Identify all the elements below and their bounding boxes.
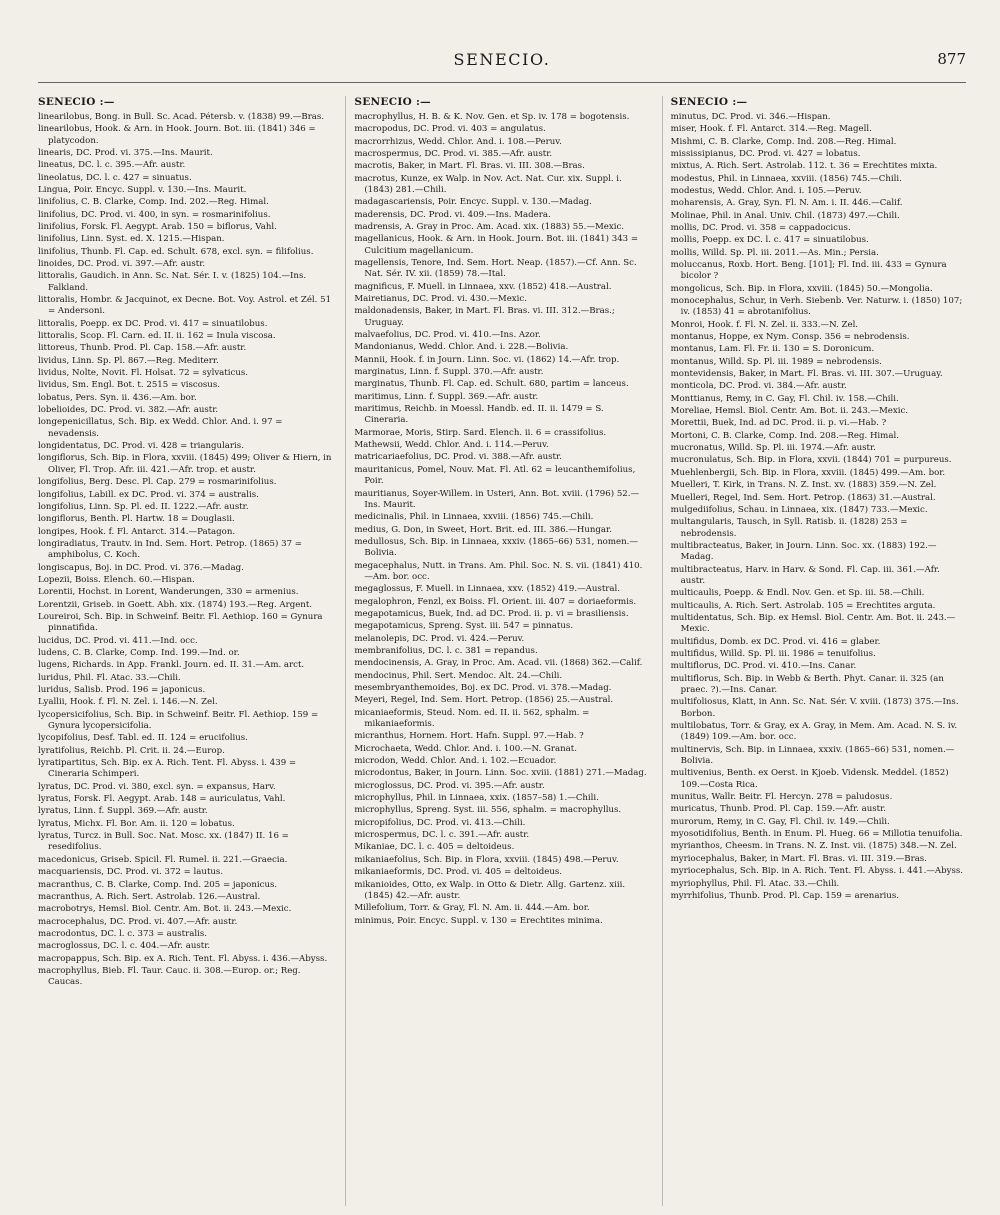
index-entry: lyratus, Turcz. in Bull. Soc. Nat. Mosc. xx. (1847) II. 16 = resedifolius. [38, 831, 289, 853]
index-entry: myosotidifolius, Benth. in Enum. Pl. Hueg. 66 = Millotia tenuifolia. [670, 829, 963, 840]
page-number: 877 [937, 50, 966, 68]
index-entry: linifolius, DC. Prod. vi. 400, in syn. = rosmarinifolius. [38, 209, 271, 220]
index-entry: marginatus, Linn. f. Suppl. 370.—Afr. austr. [354, 367, 544, 378]
index-entry: lyratus, Forsk. Fl. Aegypt. Arab. 148 = auriculatus, Vahl. [38, 794, 286, 805]
index-entry: lividus, Sm. Engl. Bot. t. 2515 = viscosus. [38, 380, 220, 391]
index-entry: lyratipartitus, Sch. Bip. ex A. Rich. Tent. Fl. Abyss. i. 439 = Cineraria Schimperi. [38, 758, 297, 780]
index-entry: montanus, Hoppe, ex Nym. Consp. 356 = nebrodensis. [670, 332, 910, 343]
index-entry: membranifolius, DC. l. c. 381 = repandus. [354, 645, 538, 656]
index-entry: lyratifolius, Reichb. Pl. Crit. ii. 24.—Europ. [38, 745, 225, 756]
index-entry: Loureiroi, Sch. Bip. in Schweinf. Beitr. Fl. Aethiop. 160 = Gynura pinnatifida. [38, 611, 323, 634]
index-entry: matricariaefolius, DC. Prod. vi. 388.—Afr. austr. [354, 452, 562, 463]
index-entry: lineolatus, DC. l. c. 427 = sinuatus. [38, 172, 192, 183]
index-entry: longifolius, Labill. ex DC. Prod. vi. 374 = australis. [38, 489, 259, 500]
index-entry: mendocinensis, A. Gray, in Proc. Am. Acad. vii. (1868) 362.—Calif. [354, 658, 643, 669]
index-entry: longifolius, Linn. Sp. Pl. ed. II. 1222.—Afr. austr. [38, 501, 249, 512]
index-entry: littoralis, Scop. Fl. Carn. ed. II. ii. 162 = Inula viscosa. [38, 331, 276, 342]
index-entry: maritimus, Reichb. in Moessl. Handb. ed. II. ii. 1479 = S. Cineraria. [354, 404, 604, 426]
index-entry: Mandonianus, Wedd. Chlor. And. i. 228.—Bolivia. [354, 342, 569, 353]
index-entry: Muelleri, T. Kirk, in Trans. N. Z. Inst. xv. (1883) 359.—N. Zel. [670, 480, 937, 491]
index-entry: multifidus, Domb. ex DC. Prod. vi. 416 = glaber. [670, 636, 881, 647]
index-entry: Microchaeta, Wedd. Chlor. And. i. 100.—N. Granat. [354, 743, 577, 754]
index-entry: macropappus, Sch. Bip. ex A. Rich. Tent. Fl. Abyss. i. 436.—Abyss. [38, 953, 328, 964]
index-entry: myrrhifolius, Thunb. Prod. Pl. Cap. 159 = arenarius. [670, 890, 899, 901]
index-entry: lucidus, DC. Prod. vi. 411.—Ind. occ. [38, 635, 198, 646]
index-entry: mauritanicus, Pomel, Nouv. Mat. Fl. Atl. 62 = leucanthemifolius, Poir. [354, 464, 636, 487]
index-entry: monocephalus, Schur, in Verh. Siebenb. Ver. Naturw. i. (1850) 107; iv. (1853) 41 = abrotanifolius. [670, 296, 963, 318]
index-entry: longiradiatus, Trautv. in Ind. Sem. Hort. Petrop. (1865) 37 = amphibolus, C. Koch. [38, 538, 302, 561]
index-entry: linoides, DC. Prod. vi. 397.—Afr. austr. [38, 258, 206, 269]
index-entry: modestus, Phil. in Linnaea, xxviii. (1856) 745.—Chili. [670, 173, 902, 184]
index-entry: mikanioides, Otto, ex Walp. in Otto & Dietr. Allg. Gartenz. xiii. (1845) 42.—Afr. austr. [354, 879, 626, 901]
index-entry: megacephalus, Nutt. in Trans. Am. Phil. Soc. N. S. vii. (1841) 410.—Am. bor. occ. [354, 560, 643, 582]
index-entry: medullosus, Sch. Bip. in Linnaea, xxxiv. (1865–66) 531, nomen.—Bolivia. [354, 536, 638, 559]
index-entry: macrotus, Kunze, ex Walp. in Nov. Act. Nat. Cur. xix. Suppl. i. (1843) 281.—Chili. [354, 173, 622, 195]
index-entry: mauritianus, Soyer-Willem. in Usteri, Ann. Bot. xviii. (1796) 52.—Ins. Maurit. [354, 488, 640, 510]
index-entry: linearis, DC. Prod. vi. 375.—Ins. Maurit. [38, 147, 213, 158]
index-entry: macrorrhizus, Wedd. Chlor. And. i. 108.—Peruv. [354, 136, 562, 147]
index-entry: Lyallii, Hook. f. Fl. N. Zel. i. 146.—N. Zel. [38, 697, 218, 708]
index-entry: multidentatus, Sch. Bip. ex Hemsl. Biol. Centr. Am. Bot. ii. 243.—Mexic. [670, 612, 956, 635]
index-entry: lyratus, Linn. f. Suppl. 369.—Afr. austr. [38, 806, 208, 817]
index-entry: murorum, Remy, in C. Gay, Fl. Chil. iv. 149.—Chili. [670, 816, 890, 827]
index-entry: littoralis, Poepp. ex DC. Prod. vi. 417 = sinuatilobus. [38, 318, 268, 329]
index-entry: mixtus, A. Rich. Sert. Astrolab. 112. t. 36 = Erechtites mixta. [670, 161, 938, 172]
index-entry: Lorentzii, Griseb. in Goett. Abh. xix. (1874) 193.—Reg. Argent. [38, 599, 313, 610]
index-entry: madrensis, A. Gray in Proc. Am. Acad. xix. (1883) 55.—Mexic. [354, 221, 624, 232]
index-entry: lobatus, Pers. Syn. ii. 436.—Am. bor. [38, 392, 197, 403]
index-entry: macranthus, C. B. Clarke, Comp. Ind. 205 = japonicus. [38, 879, 278, 890]
index-entry: lineatus, DC. l. c. 395.—Afr. austr. [38, 160, 186, 171]
index-entry: moharensis, A. Gray, Syn. Fl. N. Am. i. II. 446.—Calif. [670, 198, 903, 209]
index-entry: Marmorae, Moris, Stirp. Sard. Elench. ii. 6 = crassifolius. [354, 427, 607, 438]
index-entry: macquariensis, DC. Prod. vi. 372 = lautus. [38, 867, 224, 878]
page-title: SENECIO. [453, 50, 551, 69]
index-entry: myriophyllus, Phil. Fl. Atac. 33.—Chili. [670, 878, 840, 889]
index-entry: Moreliae, Hemsl. Biol. Centr. Am. Bot. ii. 243.—Mexic. [670, 406, 909, 417]
index-entry: munitus, Wallr. Beitr. Fl. Hercyn. 278 = paludosus. [670, 792, 893, 803]
index-entry: megaglossus, F. Muell. in Linnaea, xxv. (1852) 419.—Austral. [354, 584, 620, 595]
column-heading: SENECIO :— [38, 96, 115, 108]
index-entry: Meyeri, Regel, Ind. Sem. Hort. Petrop. (1856) 25.—Austral. [354, 695, 614, 706]
index-entry: macrotis, Baker, in Mart. Fl. Bras. vi. III. 308.—Bras. [354, 161, 585, 172]
index-entry: Muehlenbergii, Sch. Bip. in Flora, xxviii. (1845) 499.—Am. bor. [670, 467, 946, 478]
index-entry: miser, Hook. f. Fl. Antarct. 314.—Reg. Magell. [670, 124, 872, 135]
index-entry: longiflorus, Sch. Bip. in Flora, xxviii. (1845) 499; Oliver & Hiern, in Oliver, Fl. Trop. Afr. iii. 421.—Afr. trop. et austr. [38, 453, 332, 475]
column-2 [345, 96, 649, 1206]
index-entry: Morettii, Buek, Ind. ad DC. Prod. ii. p. vi.—Hab. ? [670, 418, 887, 429]
index-entry: longidentatus, DC. Prod. vi. 428 = triangularis. [38, 441, 244, 452]
index-entry: littoralis, Gaudich. in Ann. Sc. Nat. Sér. I. v. (1825) 104.—Ins. Falkland. [38, 271, 307, 293]
index-entry: medicinalis, Phil. in Linnaea, xxviii. (1856) 745.—Chili. [354, 512, 594, 523]
index-entry: linifolius, Forsk. Fl. Aegypt. Arab. 150 = biflorus, Vahl. [38, 221, 277, 232]
page-header [38, 50, 966, 76]
index-entry: minimus, Poir. Encyc. Suppl. v. 130 = Erechtites minima. [354, 915, 603, 926]
index-entry: monticola, DC. Prod. vi. 384.—Afr. austr. [670, 381, 847, 392]
index-entry: mikaniaeformis, DC. Prod. vi. 405 = deltoideus. [354, 867, 563, 878]
column-heading: SENECIO :— [354, 96, 431, 108]
index-entry: muricatus, Thunb. Prod. Pl. Cap. 159.—Afr. austr. [670, 804, 886, 815]
index-entry: mucronulatus, Sch. Bip. in Flora, xxvii. (1844) 701 = purpureus. [670, 455, 952, 466]
index-entry: Muelleri, Regel, Ind. Sem. Hort. Petrop. (1863) 31.—Austral. [670, 492, 936, 503]
index-entry: linearilobus, Hook. & Arn. in Hook. Journ. Bot. iii. (1841) 346 = platycodon. [38, 124, 316, 146]
index-entry: micranthus, Hornem. Hort. Hafn. Suppl. 97.—Hab. ? [354, 731, 584, 742]
index-entry: linifolius, Thunb. Fl. Cap. ed. Schult. 678, excl. syn. = filifolius. [38, 246, 314, 257]
index-entry: littoralis, Hombr. & Jacquinot, ex Decne. Bot. Voy. Astrol. et Zél. 51 = Andersoni. [38, 295, 332, 317]
index-entry: macroglossus, DC. l. c. 404.—Afr. austr. [38, 941, 211, 952]
index-entry: medius, G. Don, in Sweet, Hort. Brit. ed. III. 386.—Hungar. [354, 524, 612, 535]
index-entry: lycopifolius, Desf. Tabl. ed. II. 124 = erucifolius. [38, 733, 248, 744]
index-entry: Mishmi, C. B. Clarke, Comp. Ind. 208.—Reg. Himal. [670, 136, 897, 147]
index-entry: macrophyllus, H. B. & K. Nov. Gen. et Sp. iv. 178 = bogotensis. [354, 111, 630, 122]
index-entry: longiscapus, Boj. in DC. Prod. vi. 376.—Madag. [38, 562, 244, 573]
index-columns [38, 96, 966, 1206]
index-entry: macrodontus, DC. l. c. 373 = australis. [38, 928, 208, 939]
index-entry: megapotamicus, Spreng. Syst. iii. 547 = pinnatus. [354, 621, 574, 632]
index-entry: lycopersicifolius, Sch. Bip. in Schweinf. Beitr. Fl. Aethiop. 159 = Gynura lycopersicifolia. [38, 709, 319, 732]
index-entry: longipes, Hook. f. Fl. Antarct. 314.—Patagon. [38, 526, 236, 537]
index-entry: Mortoni, C. B. Clarke, Comp. Ind. 208.—Reg. Himal. [670, 430, 899, 441]
index-entry: micropifolius, DC. Prod. vi. 413.—Chili. [354, 817, 526, 828]
index-entry: Mannii, Hook. f. in Journ. Linn. Soc. vi. (1862) 14.—Afr. trop. [354, 354, 620, 365]
index-entry: macropodus, DC. Prod. vi. 403 = angulatus. [354, 124, 546, 135]
index-entry: mississipianus, DC. Prod. vi. 427 = lobatus. [670, 148, 861, 159]
index-entry: melanolepis, DC. Prod. vi. 424.—Peruv. [354, 633, 525, 644]
index-entry: microphyllus, Phil. in Linnaea, xxix. (1857–58) 1.—Chili. [354, 793, 599, 804]
index-entry: Lingua, Poir. Encyc. Suppl. v. 130.—Ins. Maurit. [38, 184, 247, 195]
index-entry: macrophyllus, Bieb. Fl. Taur. Cauc. ii. 308.—Europ. or.; Reg. Caucas. [38, 965, 301, 988]
index-entry: multiflorus, DC. Prod. vi. 410.—Ins. Canar. [670, 661, 857, 672]
index-entry: ludens, C. B. Clarke, Comp. Ind. 199.—Ind. or. [38, 647, 240, 658]
index-entry: mucronatus, Willd. Sp. Pl. iii. 1974.—Afr. austr. [670, 443, 876, 454]
index-entry: mulgediifolius, Schau. in Linnaea, xix. (1847) 733.—Mexic. [670, 504, 928, 515]
index-entry: macedonicus, Griseb. Spicil. Fl. Rumel. ii. 221.—Graecia. [38, 854, 288, 865]
index-entry: micaniaeformis, Steud. Nom. ed. II. ii. 562, sphalm. = mikaniaeformis. [354, 707, 590, 730]
index-entry: Monttianus, Remy, in C. Gay, Fl. Chil. iv. 158.—Chili. [670, 393, 899, 404]
index-entry: macranthus, A. Rich. Sert. Astrolab. 126.—Austral. [38, 891, 261, 902]
index-entry: Lorentii, Hochst. in Lorent, Wanderungen, 330 = armenius. [38, 587, 299, 598]
index-entry: multangularis, Tausch, in Syll. Ratisb. ii. (1828) 253 = nebrodensis. [670, 517, 908, 539]
index-entry: lobelioides, DC. Prod. vi. 382.—Afr. austr. [38, 405, 219, 416]
index-entry: Monroi, Hook. f. Fl. N. Zel. ii. 333.—N. Zel. [670, 319, 859, 330]
index-entry: lyratus, Michx. Fl. Bor. Am. ii. 120 = lobatus. [38, 818, 235, 829]
index-entry: Mikaniae, DC. l. c. 405 = deltoideus. [354, 842, 515, 853]
index-entry: lividus, Linn. Sp. Pl. 867.—Reg. Mediterr. [38, 355, 219, 366]
index-entry: myriocephalus, Baker, in Mart. Fl. Bras. vi. III. 319.—Bras. [670, 853, 927, 864]
index-entry: madagascariensis, Poir. Encyc. Suppl. v. 130.—Madag. [354, 197, 592, 208]
index-entry: multibracteatus, Harv. in Harv. & Sond. Fl. Cap. iii. 361.—Afr. austr. [670, 564, 940, 586]
index-entry: multifidus, Willd. Sp. Pl. iii. 1986 = tenuifolius. [670, 648, 876, 659]
index-entry: macrobotrys, Hemsl. Biol. Centr. Am. Bot. ii. 243.—Mexic. [38, 904, 292, 915]
index-entry: Mairetianus, DC. Prod. vi. 430.—Mexic. [354, 294, 527, 305]
index-entry: microphyllus, Spreng. Syst. iii. 556, sphalm. = macrophyllus. [354, 805, 622, 816]
index-entry: magellensis, Tenore, Ind. Sem. Hort. Neap. (1857).—Cf. Ann. Sc. Nat. Sér. IV. xii. (1859) 78.—Ital. [354, 257, 637, 280]
index-entry: multilobatus, Torr. & Gray, ex A. Gray, in Mem. Am. Acad. N. S. iv. (1849) 109.—Am. bor. occ. [670, 721, 958, 743]
index-entry: multicaulis, A. Rich. Sert. Astrolab. 105 = Erechtites arguta. [670, 600, 936, 611]
index-entry: longiflorus, Benth. Pl. Hartw. 18 = Douglasii. [38, 514, 235, 525]
index-entry: malvaefolius, DC. Prod. vi. 410.—Ins. Azor. [354, 330, 541, 341]
index-entry: microdon, Wedd. Chlor. And. i. 102.—Ecuador. [354, 756, 557, 767]
index-entry: magnificus, F. Muell. in Linnaea, xxv. (1852) 418.—Austral. [354, 281, 612, 292]
index-entry: Mathewsii, Wedd. Chlor. And. i. 114.—Peruv. [354, 440, 549, 451]
index-entry: littoreus, Thunb. Prod. Pl. Cap. 158.—Afr. austr. [38, 343, 247, 354]
index-entry: marginatus, Thunb. Fl. Cap. ed. Schult. 680, partim = lanceus. [354, 379, 629, 390]
index-entry: multifoliosus, Klatt, in Ann. Sc. Nat. Sér. V. xviii. (1873) 375.—Ins. Borbon. [670, 697, 959, 719]
index-entry: mikaniaefolius, Sch. Bip. in Flora, xxviii. (1845) 498.—Peruv. [354, 854, 619, 865]
index-entry: multicaulis, Poepp. & Endl. Nov. Gen. et Sp. iii. 58.—Chili. [670, 588, 925, 599]
index-entry: Molinae, Phil. in Anal. Univ. Chil. (1873) 497.—Chili. [670, 210, 900, 221]
index-entry: multiflorus, Sch. Bip. in Webb & Berth. Phyt. Canar. ii. 325 (an praec. ?).—Ins. Canar. [670, 673, 944, 696]
index-entry: moluccanus, Roxb. Hort. Beng. [101]; Fl. Ind. iii. 433 = Gynura bicolor ? [670, 259, 947, 282]
index-entry: Millefolium, Torr. & Gray, Fl. N. Am. ii. 444.—Am. bor. [354, 903, 590, 914]
index-entry: microspermus, DC. l. c. 391.—Afr. austr. [354, 830, 530, 841]
index-entry: magellanicus, Hook. & Arn. in Hook. Journ. Bot. iii. (1841) 343 = Culcitium magellanicum. [354, 234, 639, 256]
index-entry: linifolius, C. B. Clarke, Comp. Ind. 202.—Reg. Himal. [38, 197, 269, 208]
index-entry: mollis, Poepp. ex DC. l. c. 417 = sinuatilobus. [670, 235, 869, 246]
index-entry: mendocinus, Phil. Sert. Mendoc. Alt. 24.—Chili. [354, 670, 563, 681]
index-entry: lyratus, DC. Prod. vi. 380, excl. syn. = expansus, Harv. [38, 781, 276, 792]
index-entry: megalophron, Fenzl, ex Boiss. Fl. Orient. iii. 407 = doriaeformis. [354, 596, 637, 607]
index-entry: linifolius, Linn. Syst. ed. X. 1215.—Hispan. [38, 234, 225, 245]
index-entry: myriocephalus, Sch. Bip. in A. Rich. Tent. Fl. Abyss. i. 441.—Abyss. [670, 866, 964, 877]
index-entry: macrospermus, DC. Prod. vi. 385.—Afr. austr. [354, 148, 553, 159]
index-entry: mesembryanthemoides, Boj. ex DC. Prod. vi. 378.—Madag. [354, 683, 612, 694]
index-entry: montanus, Lam. Fl. Fr. ii. 130 = S. Doronicum. [670, 344, 875, 355]
index-entry: microglossus, DC. Prod. vi. 395.—Afr. austr. [354, 780, 545, 791]
index-entry: microdontus, Baker, in Journ. Linn. Soc. xviii. (1881) 271.—Madag. [354, 768, 647, 779]
index-entry: lividus, Nolte, Novit. Fl. Holsat. 72 = sylvaticus. [38, 368, 248, 379]
index-entry: mongolicus, Sch. Bip. in Flora, xxviii. (1845) 50.—Mongolia. [670, 283, 933, 294]
header-rule [38, 82, 966, 83]
index-entry: longepenicillatus, Sch. Bip. ex Wedd. Chlor. And. i. 97 = nevadensis. [38, 417, 283, 439]
index-entry: mollis, DC. Prod. vi. 358 = cappadocicus. [670, 222, 851, 233]
index-entry: linearilobus, Bong. in Bull. Sc. Acad. Pétersb. v. (1838) 99.—Bras. [38, 111, 325, 122]
index-entry: myrianthos, Cheesm. in Trans. N. Z. Inst. vii. (1875) 348.—N. Zel. [670, 841, 957, 852]
index-entry: montanus, Willd. Sp. Pl. iii. 1989 = nebrodensis. [670, 356, 882, 367]
index-entry: lugens, Richards. in App. Frankl. Journ. ed. II. 31.—Am. arct. [38, 660, 305, 671]
index-entry: modestus, Wedd. Chlor. And. i. 105.—Peruv. [670, 185, 862, 196]
index-entry: mollis, Willd. Sp. Pl. iii. 2011.—As. Min.; Persia. [670, 247, 879, 258]
index-entry: luridus, Phil. Fl. Atac. 33.—Chili. [38, 672, 181, 683]
index-entry: multivenius, Benth. ex Oerst. in Kjoeb. Vidensk. Meddel. (1852) 109.—Costa Rica. [670, 768, 949, 790]
index-entry: multinervis, Sch. Bip. in Linnaea, xxxiv. (1865–66) 531, nomen.—Bolivia. [670, 744, 955, 767]
index-entry: luridus, Salisb. Prod. 196 = japonicus. [38, 685, 206, 696]
index-entry: maderensis, DC. Prod. vi. 409.—Ins. Madera. [354, 209, 551, 220]
index-entry: megapotamicus, Buek, Ind. ad DC. Prod. ii. p. vi = brasiliensis. [354, 608, 629, 619]
index-entry: minutus, DC. Prod. vi. 346.—Hispan. [670, 111, 831, 122]
column-3 [662, 96, 966, 1206]
index-entry: montevidensis, Baker, in Mart. Fl. Bras. vi. III. 307.—Uruguay. [670, 369, 943, 380]
index-entry: maritimus, Linn. f. Suppl. 369.—Afr. austr. [354, 391, 539, 402]
index-entry: macrocephalus, DC. Prod. vi. 407.—Afr. austr. [38, 916, 238, 927]
index-entry: Lopezii, Boiss. Elench. 60.—Hispan. [38, 574, 195, 585]
column-heading: SENECIO :— [670, 96, 748, 108]
index-entry: maldonadensis, Baker, in Mart. Fl. Bras. vi. III. 312.—Bras.; Uruguay. [354, 306, 615, 328]
column-1 [38, 96, 333, 1206]
index-entry: longifolius, Berg. Desc. Pl. Cap. 279 = rosmarinifolius. [38, 477, 277, 488]
index-entry: multibracteatus, Baker, in Journ. Linn. Soc. xx. (1883) 192.—Madag. [670, 540, 937, 563]
